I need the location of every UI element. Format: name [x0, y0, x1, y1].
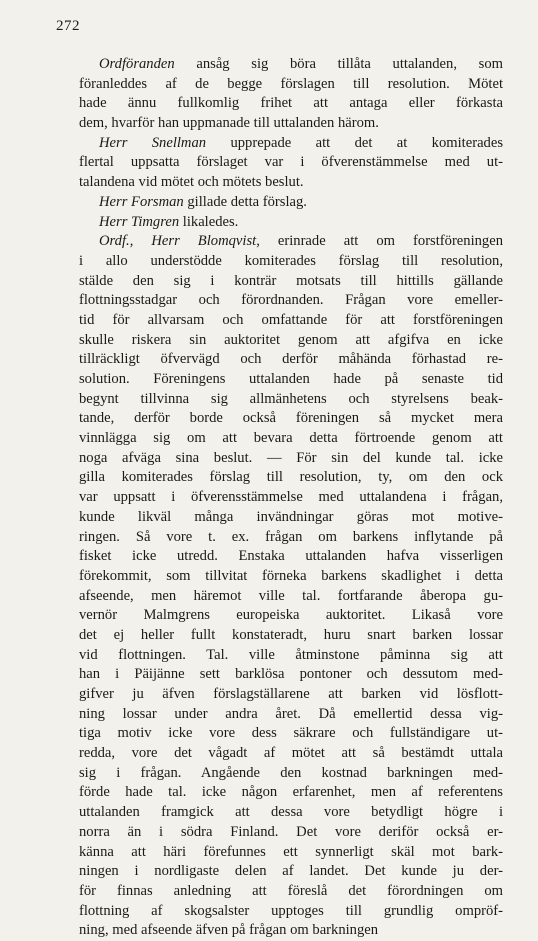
text-line: ningen i nordligaste delen af landet. Det kunde ju der-: [79, 863, 503, 880]
speaker-name: Herr Snellman: [99, 134, 207, 151]
text-line: var uppsatt i öfverensstämmelse med uttalandena i frågan,: [79, 489, 503, 506]
text-line: solution. Föreningens uttalanden hade på senaste tid: [79, 371, 503, 387]
text-line: begynt tillvinna sig allmänhetens och styrelsens beak-: [79, 390, 503, 407]
text-line: han i Päijänne sett barklösa pontoner och dessutom med-: [79, 666, 503, 683]
text-line: det ej heller fullt konstateradt, huru snart barken lossar: [79, 626, 503, 643]
text-line: flottningsstadgar och förordnanden. Frågan vore emeller-: [79, 292, 503, 309]
text-line: uttalanden framgick att dessa vore betydligt högre i: [79, 804, 503, 821]
text-line: Herr Snellman upprepade att det at komiterades: [99, 134, 503, 151]
speaker-name: Herr Timgren: [99, 213, 180, 230]
text-line: förde hade tal. icke någon erfarenhet, men af referentens: [79, 784, 503, 801]
speaker-name: Herr Blomqvist: [151, 233, 257, 250]
text-line: tillräckligt öfvervägd och derför måhända förhastad re-: [79, 351, 503, 368]
text-line: skulle riskera sin auktoritet genom att afgifva en icke: [79, 331, 503, 348]
text-line: sig i frågan. Angående den kostnad barkningen med-: [79, 764, 503, 781]
text-line: tid för allvarsam och omfattande för att forstföreningen: [79, 311, 503, 328]
text-line: flottning af skogsalster upptoges till grundlig ompröf-: [79, 902, 503, 919]
text-line: vernör Malmgrens europeiska auktoritet. Likaså vore: [79, 607, 503, 624]
text-line: ringen. Så vore t. ex. frågan om barkens inflytande på: [79, 528, 503, 545]
text-line: tiga motiv icke vore dess säkrare och fullständigare ut-: [79, 725, 503, 742]
speaker-name: Ordf.: [99, 233, 130, 250]
text-line: Herr Timgren likaledes.: [99, 213, 239, 230]
body-text: [79, 55, 503, 941]
text-line: i allo understödde komiterades förslag till resolution,: [79, 252, 503, 269]
text-line: Herr Forsman gillade detta förslag.: [99, 193, 307, 210]
text-line: gifver ju äfven förslagställarene att barken vid lösflott-: [79, 686, 503, 702]
text-line: dem, hvarför han uppmanade till uttalanden härom.: [79, 115, 379, 132]
text-line: ning lossar under andra året. Då emellertid dessa vig-: [79, 705, 503, 722]
text-line: flertal uppsatta förslaget var i öfverenstämmelse med ut-: [79, 154, 503, 171]
speaker-name: Ordföranden: [99, 56, 175, 72]
text-line: talandena vid mötet och mötets beslut.: [79, 174, 304, 191]
text-line: noga afväga sina beslut. — För sin del kunde tal. icke: [79, 449, 503, 466]
speaker-name: Herr Forsman: [99, 193, 184, 210]
text-line: stälde den sig i konträr motsats till hittills gällande: [79, 272, 503, 289]
text-line: vid flottningen. Tal. ville åtminstone påminna sig att: [79, 646, 503, 663]
text-line: fisket icke utredd. Enstaka uttalanden hafva visserligen: [79, 548, 503, 565]
text-line: föranleddes af de begge förslagen till resolution. Mötet: [79, 75, 503, 92]
text-line: Ordföranden ansåg sig böra tillåta uttalanden, som: [99, 56, 503, 72]
text-line: norra än i södra Finland. Det vore deriför också er-: [79, 823, 503, 840]
text-line: hade ännu fullkomlig frihet att antaga eller förkasta: [79, 95, 503, 112]
text-line: tande, derför borde också föreningen så mycket mera: [79, 410, 503, 427]
text-line: Ordf., Herr Blomqvist, erinrade att om forstföreningen: [99, 233, 504, 250]
text-line: ning, med afseende äfven på frågan om barkningen: [79, 922, 379, 939]
text-line: gilla komiterades förslag till resolution, ty, om den ock: [79, 469, 503, 486]
text-line: känna att häri förefunnes ett synnerligt skäl mot bark-: [79, 843, 503, 860]
text-line: för finnas anledning att föreslå det förordningen om: [79, 882, 503, 899]
text-line: kunde likväl många invändningar göras mot motive-: [79, 508, 503, 525]
text-line: förekommit, som tillvitat förneka barkens skadlighet i detta: [79, 567, 503, 584]
text-line: redda, vore det vågadt af mötet att så bestämdt uttala: [79, 745, 503, 762]
page-number: 272: [56, 18, 80, 34]
text-line: afseende, men häremot ville tal. fortfarande åberopa gu-: [79, 587, 503, 604]
text-line: vinnlägga sig om att bevara detta förtroende genom att: [79, 430, 503, 447]
